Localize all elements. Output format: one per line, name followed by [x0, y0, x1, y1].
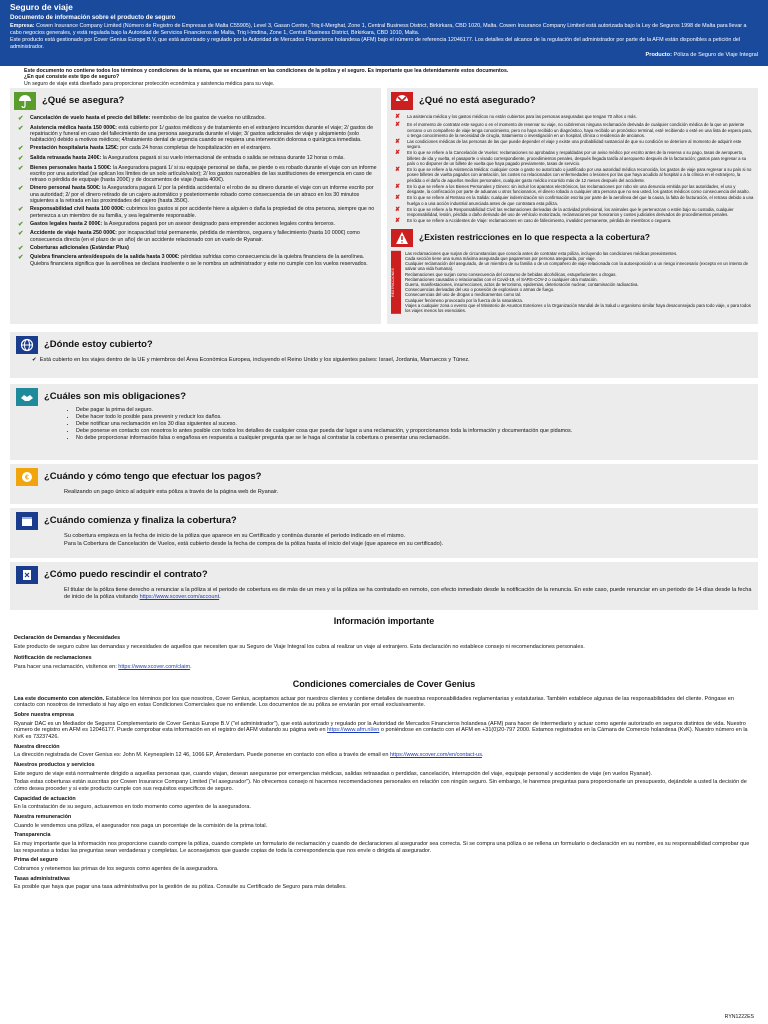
when-title: ¿Cuándo comienza y finaliza la cobertura? [44, 515, 237, 527]
document-title: Seguro de viaje [10, 2, 73, 12]
globe-icon [16, 336, 38, 354]
when-section [10, 508, 758, 558]
not-covered-item: ✘ En lo que se refiere a la Responsabilidad Civil: las reclamaciones derivadas de la actividad profesional, los animales que le pertenezcan o estén bajo su custodia, cualquier responsabilidad, lesión, pérdida o daño derivado del uso de vehículo motorizado, reclamaciones por honorarios y costes judiciales derivados de procedimientos penales. [395, 206, 734, 218]
covered-item: ✔ Prestación hospitalaria hasta 125€: por cada 24 horas completas de hospitalización en el extranjero. [18, 145, 272, 153]
covered-item: ✔ Gastos legales hasta 2 000€: la Aseguradora pagará por un asesor designado para emprender acciones legales contra terceros. [18, 220, 336, 228]
cancel-section [10, 562, 758, 610]
covered-item: ✔ Cancelación de vuelo hasta el precio del billete: reembolso de los gastos de vuelos no utilizados. [18, 115, 266, 122]
not-covered-title: ¿Qué no está asegurado? [419, 95, 536, 107]
covered-item: ✔ Responsabilidad civil hasta 100 000€: cubrimos los gastos si por accidente hiere a alguien o daña la propiedad de otra persona, siempre que no pertenezca a un miembro de su familia, y sea legalmente responsable. [18, 206, 375, 219]
afm-link[interactable]: https://www.afm.nl/en [327, 727, 380, 734]
when-text-2: Para la Cobertura de Cancelación de Vuelos, está cubierto desde la fecha de compra de la póliza hasta el inicio del viaje (que aparece en su certificado). [64, 540, 444, 547]
restrictions-side-bar: RESTRICCIONES [391, 251, 401, 314]
covered-item: ✔ Asistencia médica hasta 150 000€: está cubierto por 1/ gastos médicos y de tratamiento en el extranjero incurridos durante el viaje; 2/ gastos de repatriación y funeral en caso del fallecimiento de una persona asegurada durante el viaje; 3/ gastos adicionales de viaje y alojamiento (solo habitación) debido a motivos médicos; 4/tratamiento dental de urgencia cuando se requiera una intervención dolorosa o quirúrgica inmediata. [18, 124, 374, 144]
check-icon: ✔ [18, 164, 24, 172]
restriction-line: Guerra, manifestaciones, insurrecciones, actos de terrorismo, epidemias, deterioración nuclear, contaminación radioactiva. [405, 282, 639, 288]
calendar-icon [16, 512, 38, 530]
covered-item: ✔ Quiebra financiera antes/después de la salida hasta 3 000€: pérdidas sufridas como consecuencia de la quiebra financiera de la aerolínea. Quiebra financiera significa que la aerolínea se declara insolvente o se le nombra un administrador y este no cumple con los vuelos reservados. [18, 254, 368, 267]
products-text-1: Este seguro de viaje está normalmente dirigido a aquellas personas que, cuando viajan, desean asegurarse por emergencias médicas, salidas retrasadas o perdidas, cancelación, interrupción del viaje, equipaje personal y accidentes de viaje (en vuelos Ryanair). [14, 770, 653, 777]
document-subtitle: Documento de información sobre el producto de seguro [10, 14, 176, 22]
cross-icon: ✘ [395, 114, 401, 120]
where-section [10, 332, 758, 378]
coverage-columns [0, 88, 768, 324]
commercial-title: Condiciones comerciales de Cover Genius [292, 678, 476, 689]
payment-title: ¿Cuándo y cómo tengo que efectuar los pagos? [44, 471, 262, 483]
covered-title: ¿Qué se asegura? [42, 95, 125, 107]
cross-icon: ✘ [395, 218, 401, 225]
obligation-item: • No debe proporcionar información falsa o engañosa en respuesta a cualquier pregunta que se le haga al contratar la cobertura o presentar una reclamación. [76, 435, 752, 442]
company-heading: Sobre nuestra empresa [14, 711, 74, 718]
payment-text: Realizando un pago único al adquirir esta póliza a través de la página web de Ryanair. [64, 489, 279, 495]
not-covered-item: ✘ En lo que se refiere al Retraso en la Salida: cualquier indemnización sin confirmación escrita por parte de la aerolínea del que la causa, la falta de facturación, el retraso debido a una huelga o a una acción industrial anunciada antes de que contratara esta póliza. [395, 195, 754, 206]
umbrella-icon [14, 92, 36, 110]
contact-link[interactable]: https://www.xcover.com/en/contact-us [389, 752, 482, 759]
where-text: ✔ Está cubierto en los viajes dentro de la UE y miembros del Área Económica Europea, incluyendo el Reino Unido y los siguientes países: Israel, Jordania, Marruecos y Túnez. [32, 357, 470, 363]
transparency-text: Es muy importante que la información nos proporcione cuando compre la póliza, cuando complete un formulario de reclamación y cuando de declaraciones al asegurador sea correcta. Si se compra una póliza o se rellena un formulario o declaración en su nombre, es su responsabilidad comprobar que las respuestas a todas las preguntas sean verdaderas y completas. Le aconsejamos que guarde copias de toda la correspondencia que nos envíe o dirigida al asegurador. [14, 840, 750, 854]
check-icon: ✔ [18, 206, 24, 214]
covered-item: ✔ Dinero personal hasta 500€: la Aseguradora pagará 1/ por la pérdida accidental o el robo de su dinero durante el viaje con un informe escrito por una autoridad; 2/ por el dinero retirado de un cajero automático y posteriormente robado como consecuencia de un atraco en los 30 minutos siguientes a la retirada en las proximidades del cajero (hasta 350€). [18, 185, 374, 205]
restriction-line: Reclamaciones causadas o relacionadas con el Covid-19, el SARS-COV-2 o cualquier otra mutación. [405, 276, 598, 282]
restriction-line: Consecuencias derivadas del uso o posesión de explosivos o armas de fuego. [405, 287, 555, 293]
covered-item: ✔ Salida retrasada hasta 240€: la Aseguradora pagará si su vuelo internacional de entrada o salida se retrasa durante 12 horas o más. [18, 154, 345, 162]
obligation-item: • Debe notificar una reclamación en los 30 días siguientes al suceso. [76, 421, 752, 428]
obligation-item: • Debe hacer todo lo posible para prevenir y reducir los daños. [76, 414, 752, 421]
obligation-item: • Debe pagar la prima del seguro. [76, 407, 752, 414]
not-covered-item: ✘ En el momento de contratar este seguro o en el momento de reservar su viaje, no cubriremos ninguna reclamación derivada de cualquier condición médica de la que un pariente cercano o un compañero de viaje tenga conocimiento, pero no haya recibido un diagnóstico, haya recibido un pronóstico terminal, esté recibiendo o esté en una lista de espera para, o tenga conocimiento de la necesidad de cirugía, tratamiento o investigación en un hospital, clínica o residencia de ancianos. [395, 122, 752, 138]
document-code: RYN1222ES [724, 1013, 754, 1020]
handshake-icon [16, 388, 38, 406]
fees-text: Es posible que haya que pagar una tasa administrativa por la gestión de su póliza. Consulte su Certificado de Seguro para más detalles. [14, 884, 347, 891]
warning-icon [391, 229, 413, 247]
capacity-text: En la contratación de su seguro, actuaremos en todo momento como agentes de la aseguradora. [14, 804, 251, 811]
commercial-lead: Lea este documento con atención. Establece los términos por los que nosotros, Cover Genius, aceptamos actuar por nuestros clientes y contiene detalles de nuestras responsabilidades reglamentarias y estatutarias. También establece algunas de las responsabilidades del cliente. Póngase en contacto con nosotros de inmediato si hay algo en estas Condiciones Comerciales que no entiende. Los documentos de su póliza se enviarán por email exclusivamente. [14, 695, 734, 709]
premium-heading: Prima del seguro [14, 857, 58, 864]
covered-item: ✔ Coberturas adicionales (Estándar Plus) [18, 244, 129, 252]
cross-icon: ✘ [395, 206, 401, 213]
coins-icon [16, 468, 38, 486]
not-covered-item: ✘ En lo que se refiere a los Bienes Personales y Dinero: sin incluir los aparatos electrónicos, las reclamaciones por robo sin una denuncia emitida por las autoridades, el uso y desgaste, la confiscación por parte de aduanas u otros funcionarios, el dinero robado a cualquier otra persona que no sea usted, los gastos médicos como consecuencia del asalto. [395, 183, 750, 195]
transparency-heading: Transparencia [14, 832, 51, 839]
obligation-item: • Debe ponerse en contacto con nosotros lo antes posible con todos los detalles de cualquier cosa que pueda dar lugar a una reclamación, y proporcionarnos toda la información y documentación que pidamos. [76, 428, 752, 435]
managed-info: Este producto está gestionado por Cover Genius Europe B.V, que está autorizado y regulado por la Autoridad de Mercados Financieros holandesa (AFM) bajo el número de referencia 12046177. Los detalles del alcance de la regulación del administrador por parte de la AFM están disponibles a petición del administrador. [10, 37, 741, 50]
product-name: Producto: Póliza de Seguro de Viaje Integral [645, 52, 758, 59]
not-covered-list [391, 114, 754, 226]
products-heading: Nuestros productos y servicios [14, 761, 95, 768]
not-covered-item: ✘ La asistencia médica y los gastos médicos no están cubiertos para las personas aseguradas que tengan 70 años o más. [395, 114, 637, 120]
header-banner [0, 0, 768, 66]
check-icon: ✔ [18, 124, 24, 132]
company-info: Empresa: Cowen Insurance Company Limited (Número de Registro de Empresas de Malta C55905), Level 3, Gasan Centre, Triq il-Merghat, Zone 1, Central Business District, Birkirkara, CBD 1020, Malta. Cowen Insurance Company Limited está autorizada bajo la Ley de Seguros 1998 de Malta para llevar a cabo negocios generales, y está regulada bajo la Autoridad de Servicios Financieros de Malta, Triq l-Imdina, Zone 1, Central Business District, Birkirkara, CBD 1010, Malta. [10, 22, 747, 36]
remuneration-text: Cuando le vendemos una póliza, el asegurador nos paga un porcentaje de la comisión de la prima total. [14, 822, 268, 829]
obligations-title: ¿Cuáles son mis obligaciones? [44, 391, 187, 403]
when-text-1: Su cobertura empieza en la fecha de inicio de la póliza que aparece en su Certificado y continúa durante el periodo indicado en el mismo. [64, 533, 406, 539]
check-icon: ✔ [18, 244, 24, 252]
cancel-document-icon [16, 566, 38, 584]
remuneration-heading: Nuestra remuneración [14, 813, 72, 820]
check-icon: ✔ [18, 185, 24, 193]
covered-list [14, 115, 377, 267]
cancel-title: ¿Cómo puedo rescindir el contrato? [44, 569, 208, 581]
xcover-account-link[interactable]: https://www.xcover.com/account [139, 593, 220, 600]
cross-icon: ✘ [395, 183, 401, 190]
where-title: ¿Dónde estoy cubierto? [44, 339, 153, 351]
not-covered-section [387, 88, 758, 324]
obligations-section [10, 384, 758, 460]
cross-icon: ✘ [395, 139, 401, 146]
obligations-list [76, 407, 752, 442]
claim-link[interactable]: https://www.xcover.com/claim [118, 663, 191, 670]
not-covered-item: ✘ En lo que se refiere a la Asistencia Médica: cualquier coste o gasto no autorizado o justificado por una autoridad médica reconocida, los gastos de viaje para regresar a su país si no posee billetes de vuelta pagados con antelación, los costes no relacionados con enfermedades o lesiones por las que haya acudido al hospital o a la clínica en el extranjero, la pérdida o el daño de aquellos medios personales, cualquier gasto médico incurrido más de 12 meses después del accidente. [395, 167, 752, 183]
intro: Este documento no contiene todos los términos y condiciones de la misma, que se encuentran en las condiciones de la póliza y el seguro. Es importante que lea detenidamente estos documentos. ¿En qué consiste este tipo de seguro? Un seguro de viaje está diseñado para proporcionar protección económica y asistencia médica para su viaje. [24, 68, 509, 87]
covered-item: ✔ Accidente de viaje hasta 250 000€: por incapacidad total permanente, pérdida de miembros, ceguera y fallecimiento (hasta 10 000€) como consecuencia directa (en el plazo de un año) de un accidente relacionado con un vuelo de Ryanair. [18, 230, 360, 243]
claims-heading: Notificación de reclamaciones [14, 655, 92, 662]
restrictions-text [405, 251, 754, 314]
demands-text: Este producto de seguro cubre las demandas y necesidades de aquellos que necesiten que su Seguro de Viaje Integral los cubra al realizar un viaje al extranjero. Esta declaración no establece consejo ni recomendaciones personales. [14, 643, 585, 650]
check-icon: ✔ [18, 145, 24, 153]
not-covered-item: ✘ En lo que se refiere a Accidentes de Viaje: reclamaciones en caso de fallecimiento, invalidez permanente, pérdida de miembros o ceguera. [395, 218, 672, 225]
cross-icon: ✘ [395, 195, 401, 202]
capacity-heading: Capacidad de actuación [14, 795, 76, 802]
premium-text: Cobramos y retenemos las primas de los seguros como agentes de la aseguradora. [14, 865, 219, 872]
restrictions-title: ¿Existen restricciones en lo que respecta a la cobertura? [419, 232, 651, 243]
check-icon: ✔ [18, 115, 24, 122]
check-icon: ✔ [18, 154, 24, 162]
important-info [0, 616, 768, 891]
svg-text:€: € [25, 474, 29, 482]
restriction-line: Viajes a cualquier zona o evento que el Ministerio de Asuntos Exteriores o la Organización Mundial de la Salud u organismo similar haya desaconsejado para todo viaje, o para todos los viajes menos los esenciales. [405, 302, 751, 314]
umbrella-cross-icon [391, 92, 413, 110]
payment-section [10, 464, 758, 504]
covered-section [10, 88, 381, 324]
cross-icon: ✘ [395, 122, 401, 129]
check-icon: ✔ [18, 220, 24, 228]
restriction-line: Consecuencias del uso de drogas o medicamentos como tal. [405, 292, 522, 298]
covered-item: ✔ Bienes personales hasta 1 500€: la Aseguradora pagará 1/ si su equipaje personal se daña, se pierde o es robado durante el viaje con un informe escrito por una autoridad (se aplican los límites de un solo artículo/valor); 2/ los gastos razonables de las sustituciones de emergencia en caso de retraso o pérdida de equipaje (hasta 200€) y de documentos de viaje (hasta 400€). [18, 164, 377, 184]
restriction-line: Reclamaciones que surjan como consecuencia del consumo de bebidas alcohólicas, estupefacientes o drogas. [405, 271, 617, 277]
company-text: Ryanair DAC es un Mediador de Seguros Complementario de Cover Genius Europe B.V ("el administrador"), que está autorizado y regulado por la Autoridad de Mercados Financieros holandesa (AFM) para hacer de intermediario y actuar como agente autorizado en seguros distintos de vida. Nuestro número de registro en AFM es 12046177. Puede comprobar esta información en el registro del AFM visitando su página web en https://www.afm.nl/en o poniéndose en contacto con el AFM en +31(0)20-797 2000. Estamos registrados en la Cámara de Comercio holandesa (KvK). Nuestro número en la KvK es 73237426. [14, 720, 748, 740]
cross-icon: ✘ [395, 150, 401, 157]
restriction-line: Cualquier fenómeno provocado por la fuerza de la naturaleza. [405, 297, 524, 303]
check-icon: ✔ [18, 230, 24, 238]
address-text: La dirección registrada de Cover Genius es: John M. Keynesplein 12 46, 1066 EP, Ámsterdam. Puede ponerse en contacto con ellos a través de email en https://www.xcover.com/en/contact-us. [14, 752, 484, 759]
restriction-line: Las reclamaciones que surjan de circunstancias que conocía antes de contratar esta póliza, incluyendo las condiciones médicas preexistentes. [405, 250, 678, 256]
address-heading: Nuestra dirección [14, 743, 60, 750]
restriction-line: Cada sección tiene una suma máxima asegurada que pagaremos por persona asegurada, por viaje. [405, 255, 596, 261]
products-text-2: Todas estas coberturas están suscritas por Cowen Insurance Company Limited ("el asegurador"). No ofrecemos consejo ni hacemos recomendaciones personales en relación con ningún seguro. Sin embargo, le haremos preguntas para proporcionarle un presupuesto, dejándole a usted la decisión de cómo desea proceder y si este producto cumple con sus requisitos específicos de seguro. [14, 779, 747, 792]
cancel-text: El titular de la póliza tiene derecho a renunciar a la póliza si el periodo de cobertura es de más de un mes y si la póliza se ha contratado en remoto, con efecto inmediato desde la notificación de la renuncia. En este caso, puede renunciar en un periodo de 14 días desde la fecha de inicio de la póliza visitando https://www.xcover.com/account. [64, 587, 752, 600]
claims-text: Para hacer una reclamación, visítenos en: https://www.xcover.com/claim. [14, 663, 192, 670]
restriction-line: Cualquier reclamación del asegurado, de un miembro de su familia o de un compañero de viaje relacionada con la autoexposición a un riesgo innecesario (excepto en un intento de salvar una vida humana). [405, 261, 749, 272]
restrictions-block [391, 251, 754, 314]
not-covered-item: ✘ En lo que se refiere a la Cancelación de Vuelos: reclamaciones no aprobadas y respaldadas por un aviso médico por escrito antes de la reserva o su pago, tasas de aeropuerto, billetes de ida y vuelta, el pasaporte o visado correspondiente, procedimientos penales, después llegada tardía al aeropuerto después de la facturación; gastos para regresar a su país o no disponer de un billete de vuelta que haya pagado previamente, tasas de servicio. [395, 150, 747, 166]
check-icon: ✔ [18, 254, 24, 262]
fees-heading: Tasas administrativas [14, 875, 70, 882]
cross-icon: ✘ [395, 167, 401, 174]
not-covered-item: ✘ Las condiciones médicas de las personas de las que puede depender el viaje y existe una probabilidad sustancial de que su condición se deteriore al momento de adquirir este seguro. [395, 139, 742, 150]
important-title: Información importante [333, 616, 435, 626]
demands-heading: Declaración de Demandas y Necesidades [14, 634, 121, 641]
